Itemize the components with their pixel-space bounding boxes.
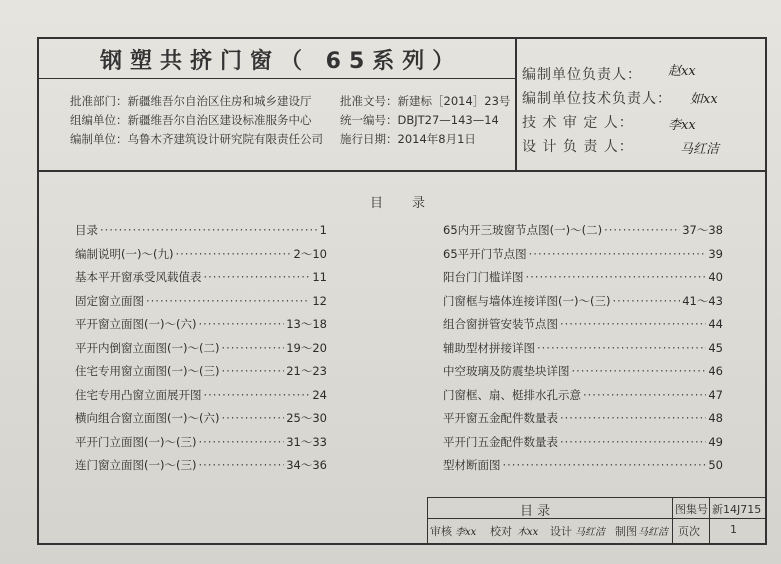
toc-entry-title: 平开内倒窗立面图(一)～(二) (75, 340, 220, 355)
toc-heading-left: 目 (370, 196, 384, 211)
toc-leader-dots (503, 458, 707, 472)
signature-unit-head: 赵xx (668, 64, 696, 79)
toc-entry (443, 222, 723, 240)
toc-entry (75, 387, 327, 405)
page-label: 页次 (678, 525, 700, 538)
signature-reviewer: 李xx (668, 118, 696, 133)
toc-entry (443, 410, 723, 428)
toc-entry-title: 门窗框、扇、梃排水孔示意 (443, 387, 581, 402)
toc-leader-dots (612, 294, 680, 308)
page-number: 1 (730, 523, 737, 536)
toc-entry-page: 41～43 (682, 293, 723, 308)
toc-entry-page: 44 (708, 317, 723, 331)
responsible-unit-head: 编制单位负责人： (522, 67, 642, 83)
toc-leader-dots (572, 364, 707, 378)
toc-leader-dots (604, 223, 680, 237)
toc-entry-title: 目录 (75, 223, 98, 237)
toc-entry-title: 型材断面图 (443, 458, 501, 472)
toc-leader-dots (175, 247, 291, 261)
toc-leader-dots (221, 364, 284, 378)
titleblock-name: 目 录 (520, 504, 551, 519)
toc-entry-page: 25～30 (286, 411, 327, 425)
toc-entry-page: 1 (319, 223, 327, 237)
toc-leader-dots (198, 458, 284, 472)
toc-entry (443, 434, 723, 452)
toc-entry (75, 434, 327, 452)
title-underline (38, 78, 515, 79)
toc-entry-page: 49 (708, 434, 723, 449)
editor-unit: 组编单位：新疆维吾尔自治区建设标准服务中心 (70, 113, 312, 127)
atlas-label: 图集号 (675, 503, 708, 516)
toc-entry-page: 12 (312, 293, 327, 308)
toc-entry-page: 45 (708, 340, 723, 355)
toc-entry (443, 387, 723, 405)
toc-leader-dots (100, 223, 318, 237)
responsible-reviewer: 技 术 审 定 人： (522, 115, 634, 131)
titleblock-split (672, 497, 673, 544)
toc-entry (75, 269, 327, 287)
toc-entry (75, 340, 327, 358)
review-label: 审核 (430, 525, 452, 538)
toc-entry-title: 中空玻璃及防震垫块详图 (443, 364, 570, 378)
doc-number: 批准文号：新建标［2014］23号 (340, 94, 511, 108)
toc-entry (443, 340, 723, 358)
toc-entry-title: 连门窗立面图(一)～(三) (75, 458, 197, 472)
toc-entry-page: 50 (708, 458, 723, 472)
toc-entry-page: 11 (312, 270, 327, 284)
toc-entry (443, 457, 723, 475)
toc-leader-dots (529, 247, 707, 261)
toc-entry-page: 48 (708, 411, 723, 425)
toc-entry (443, 269, 723, 287)
design-signature: 马红洁 (575, 527, 605, 538)
toc-entry (443, 316, 723, 334)
toc-entry-page: 39 (708, 246, 723, 261)
toc-entry-page: 19～20 (286, 340, 327, 355)
toc-entry (75, 222, 327, 240)
toc-entry-title: 横向组合窗立面图(一)～(六) (75, 411, 220, 425)
toc-entry-title: 65平开门节点图 (443, 246, 527, 261)
toc-entry-page: 2～10 (293, 246, 327, 261)
toc-entry-title: 固定窗立面图 (75, 293, 144, 308)
toc-entry (443, 363, 723, 381)
page-title: 钢塑共挤门窗（ 65系列） (100, 49, 463, 74)
toc-entry-page: 47 (708, 387, 723, 402)
toc-entry-title: 辅助型材拼接详图 (443, 340, 535, 355)
toc-entry-page: 34～36 (286, 458, 327, 472)
toc-entry-title: 组合窗拼管安装节点图 (443, 317, 558, 331)
toc-leader-dots (560, 317, 706, 331)
toc-leader-dots (198, 317, 284, 331)
toc-heading-right: 录 (412, 196, 426, 211)
toc-entry-page: 13～18 (286, 317, 327, 331)
toc-entry-page: 21～23 (286, 364, 327, 378)
check-label: 校对 (490, 525, 512, 538)
toc-entry-page: 31～33 (286, 434, 327, 449)
toc-entry (75, 457, 327, 475)
toc-entry (75, 363, 327, 381)
toc-entry-page: 37～38 (682, 223, 723, 237)
toc-leader-dots (537, 341, 706, 355)
effective-date: 施行日期：2014年8月1日 (340, 132, 476, 146)
toc-entry (75, 410, 327, 428)
toc-entry (75, 293, 327, 311)
toc-leader-dots (204, 270, 311, 284)
toc-leader-dots (221, 411, 284, 425)
toc-entry-title: 平开窗立面图(一)～(六) (75, 317, 197, 331)
toc-entry-title: 编制说明(一)～(九) (75, 246, 174, 261)
toc-entry-page: 24 (312, 387, 327, 402)
toc-leader-dots (221, 341, 284, 355)
toc-entry-title: 阳台门门槛详图 (443, 270, 524, 284)
draw-label: 制图 (615, 525, 637, 538)
toc-leader-dots (560, 435, 706, 449)
titleblock-split2 (709, 497, 710, 544)
titleblock-mid (427, 518, 766, 519)
signature-designer: 马红洁 (680, 142, 720, 157)
unified-number: 统一编号：DBJT27—143—14 (340, 113, 499, 127)
draw-signature: 马红洁 (638, 527, 668, 538)
toc-entry-title: 平开门立面图(一)～(三) (75, 434, 197, 449)
toc-entry-page: 46 (708, 364, 723, 378)
compiler-unit: 编制单位：乌鲁木齐建筑设计研究院有限责任公司 (70, 132, 323, 146)
toc-leader-dots (198, 435, 284, 449)
toc-leader-dots (526, 270, 707, 284)
approval-dept: 批准部门：新疆维吾尔自治区住房和城乡建设厅 (70, 94, 312, 108)
toc-leader-dots (560, 411, 706, 425)
check-signature: 木xx (517, 527, 539, 538)
design-label: 设计 (550, 525, 572, 538)
signature-tech-head: 如xx (690, 92, 718, 107)
toc-entry (443, 246, 723, 264)
responsible-designer: 设 计 负 责 人： (522, 139, 634, 155)
toc-entry-title: 平开窗五金配件数量表 (443, 411, 558, 425)
toc-entry-title: 住宅专用凸窗立面展开图 (75, 387, 202, 402)
toc-entry-title: 基本平开窗承受风载值表 (75, 270, 202, 284)
responsible-tech-head: 编制单位技术负责人： (522, 91, 672, 107)
toc-leader-dots (583, 388, 706, 402)
header-bottom-line (38, 170, 766, 172)
toc-entry-title: 平开门五金配件数量表 (443, 434, 558, 449)
toc-entry (75, 246, 327, 264)
toc-entry (75, 316, 327, 334)
toc-entry-page: 40 (708, 270, 723, 284)
review-signature: 李xx (455, 527, 477, 538)
header-divider (515, 38, 517, 170)
toc-entry-title: 门窗框与墙体连接详图(一)～(三) (443, 293, 611, 308)
toc-entry-title: 65内开三玻窗节点图(一)～(二) (443, 223, 603, 237)
toc-leader-dots (204, 388, 311, 402)
toc-entry (443, 293, 723, 311)
titleblock-left (427, 497, 428, 544)
atlas-number: 新14J715 (712, 503, 762, 516)
toc-leader-dots (146, 294, 310, 308)
titleblock-top (427, 497, 766, 498)
toc-entry-title: 住宅专用窗立面图(一)～(三) (75, 364, 220, 378)
